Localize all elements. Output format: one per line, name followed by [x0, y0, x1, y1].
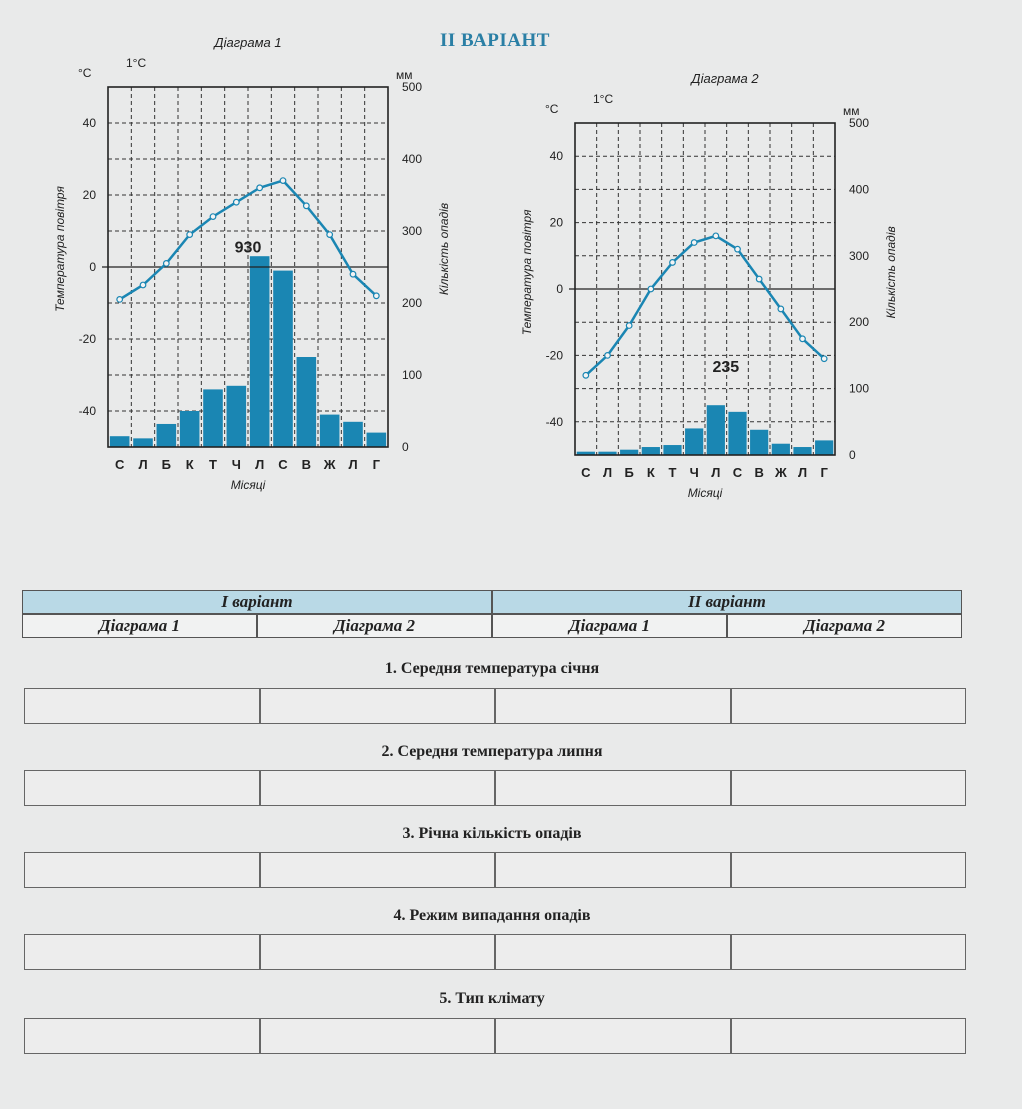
left-tick-label: 0	[556, 282, 563, 296]
left-tick-label: -40	[78, 404, 96, 418]
temperature-point	[778, 306, 784, 312]
right-tick-label: 400	[402, 152, 423, 166]
y-axis-right-title: Кількість опадів	[884, 226, 898, 319]
climate-chart-2	[505, 65, 925, 535]
answer-row-5	[24, 1018, 966, 1054]
answer-cell[interactable]	[495, 934, 731, 970]
right-tick-label: 0	[849, 448, 856, 462]
month-label: Б	[161, 457, 172, 472]
question-4-title: 4. Режим випадання опадів	[393, 907, 591, 924]
month-label: С	[581, 465, 591, 480]
temperature-point	[234, 199, 240, 205]
subheader-v1-diagram1: Діаграма 1	[22, 614, 257, 638]
answer-cell[interactable]	[731, 934, 967, 970]
y-axis-left-title: Температура повітря	[520, 209, 534, 336]
temperature-point	[327, 232, 333, 238]
temperature-point	[800, 336, 806, 342]
precipitation-bar	[642, 447, 660, 455]
precipitation-bar	[180, 411, 200, 447]
temperature-point	[350, 271, 356, 277]
month-label: Л	[797, 465, 808, 480]
right-unit-label: мм	[396, 68, 413, 82]
answer-cell[interactable]	[24, 1018, 260, 1054]
precipitation-bar	[297, 357, 317, 447]
answer-row-3	[24, 852, 966, 888]
precipitation-bar	[815, 440, 833, 455]
temperature-point	[756, 276, 762, 282]
precipitation-bar	[663, 445, 681, 455]
left-tick-label: 0	[89, 260, 96, 274]
precipitation-bar	[685, 428, 703, 455]
temperature-point	[821, 356, 827, 362]
left-tick-label: 40	[82, 116, 96, 130]
left-tick-label: 40	[549, 149, 563, 164]
chart-title: Діаграма 1	[214, 35, 282, 50]
temperature-point	[583, 373, 589, 379]
answer-table-header	[22, 590, 962, 638]
variant-2-header: II варіант	[492, 590, 962, 614]
answer-cell[interactable]	[731, 852, 967, 888]
question-5-title: 5. Тип клімату	[439, 990, 545, 1007]
y-axis-right-title: Кількість опадів	[437, 202, 451, 296]
answer-cell[interactable]	[24, 688, 260, 724]
climate-chart-1	[40, 35, 480, 505]
left-unit-label: °C	[545, 102, 559, 116]
temperature-point	[713, 233, 719, 239]
left-tick-label: 20	[549, 215, 563, 230]
right-tick-label: 100	[849, 381, 870, 396]
answer-row-1	[24, 688, 966, 724]
temperature-point	[117, 297, 123, 303]
precipitation-bar	[343, 422, 363, 447]
temperature-point	[257, 185, 263, 191]
precipitation-bar	[320, 415, 340, 447]
month-label: Ч	[689, 465, 699, 480]
month-label: К	[646, 465, 655, 480]
scale-note: 1°C	[593, 92, 614, 106]
precipitation-bar	[750, 430, 768, 455]
month-label: Ж	[774, 465, 787, 480]
subheader-v2-diagram1: Діаграма 1	[492, 614, 727, 638]
month-label: Л	[138, 457, 148, 472]
total-precipitation-label: 930	[234, 239, 262, 257]
right-tick-label: 400	[849, 182, 870, 197]
answer-cell[interactable]	[731, 770, 967, 806]
month-label: Л	[711, 465, 721, 480]
total-precipitation-label: 235	[712, 359, 740, 376]
chart-title: Діаграма 2	[691, 71, 759, 86]
precipitation-bar	[157, 424, 177, 447]
answer-cell[interactable]	[24, 852, 260, 888]
right-tick-label: 200	[402, 296, 423, 310]
temperature-point	[164, 261, 170, 267]
month-label: К	[185, 457, 194, 472]
temperature-point	[187, 232, 193, 238]
month-label: С	[114, 457, 125, 472]
temperature-point	[626, 323, 632, 329]
temperature-point	[670, 260, 676, 266]
left-tick-label: -20	[545, 348, 563, 363]
temperature-point	[648, 286, 654, 292]
answer-cell[interactable]	[260, 1018, 496, 1054]
answer-cell[interactable]	[495, 770, 731, 806]
precipitation-bar	[273, 271, 293, 447]
answer-cell[interactable]	[495, 852, 731, 888]
month-label: Г	[820, 465, 828, 480]
variant-heading: II ВАРІАНТ	[440, 30, 550, 51]
y-axis-left-title: Температура повітря	[53, 186, 67, 312]
x-axis-title: Місяці	[687, 486, 723, 500]
answer-cell[interactable]	[731, 688, 967, 724]
question-1-title: 1. Середня температура січня	[384, 660, 600, 677]
month-label: С	[278, 457, 288, 472]
precipitation-bar	[227, 386, 247, 447]
month-label: Т	[209, 457, 217, 472]
right-unit-label: мм	[843, 104, 860, 118]
month-label: С	[732, 465, 743, 480]
temperature-point	[374, 293, 380, 299]
right-tick-label: 500	[402, 80, 423, 94]
temperature-point	[691, 240, 697, 246]
month-label: Л	[348, 457, 358, 472]
month-label: В	[301, 457, 312, 472]
month-label: Ч	[231, 457, 241, 472]
answer-row-2	[24, 770, 966, 806]
precipitation-bar	[110, 436, 130, 447]
right-tick-label: 300	[849, 248, 870, 263]
precipitation-bar	[250, 256, 270, 447]
answer-cell[interactable]	[24, 934, 260, 970]
precipitation-bar	[793, 447, 811, 455]
question-3-title: 3. Річна кількість опадів	[402, 825, 582, 842]
answer-cell[interactable]	[24, 770, 260, 806]
right-tick-label: 300	[402, 224, 423, 238]
left-tick-label: -40	[545, 414, 563, 429]
month-label: Ж	[323, 457, 336, 472]
left-unit-label: °C	[78, 66, 92, 80]
answer-cell[interactable]	[260, 934, 496, 970]
scale-note: 1°C	[126, 56, 147, 70]
precipitation-bar	[728, 412, 746, 455]
left-tick-label: 20	[82, 188, 96, 202]
answer-cell[interactable]	[260, 688, 496, 724]
temperature-point	[140, 282, 146, 288]
variant-1-header: I варіант	[22, 590, 492, 614]
month-label: Л	[602, 465, 613, 480]
answer-cell[interactable]	[260, 852, 496, 888]
answer-cell[interactable]	[731, 1018, 967, 1054]
precipitation-bar	[367, 433, 387, 447]
answer-cell[interactable]	[260, 770, 496, 806]
answer-cell[interactable]	[495, 1018, 731, 1054]
left-tick-label: -20	[78, 332, 96, 346]
x-axis-title: Місяці	[230, 478, 266, 492]
month-label: Л	[255, 457, 265, 472]
right-tick-label: 100	[402, 368, 423, 382]
temperature-point	[280, 178, 286, 184]
precipitation-bar	[772, 444, 790, 455]
precipitation-bar	[133, 438, 153, 447]
right-tick-label: 0	[402, 440, 409, 454]
answer-row-4	[24, 934, 966, 970]
month-label: В	[754, 465, 764, 480]
right-tick-label: 500	[849, 116, 870, 130]
subheader-v2-diagram2: Діаграма 2	[727, 614, 962, 638]
temperature-point	[304, 203, 310, 209]
subheader-v1-diagram2: Діаграма 2	[257, 614, 492, 638]
month-label: Т	[668, 465, 677, 480]
answer-cell[interactable]	[495, 688, 731, 724]
month-label: Б	[624, 465, 634, 480]
precipitation-bar	[707, 405, 725, 455]
month-label: Г	[372, 457, 381, 472]
precipitation-bar	[203, 389, 223, 447]
temperature-point	[735, 246, 741, 252]
temperature-point	[210, 214, 216, 220]
right-tick-label: 200	[849, 315, 870, 330]
question-2-title: 2. Середня температура липня	[381, 743, 603, 760]
temperature-point	[605, 353, 611, 359]
